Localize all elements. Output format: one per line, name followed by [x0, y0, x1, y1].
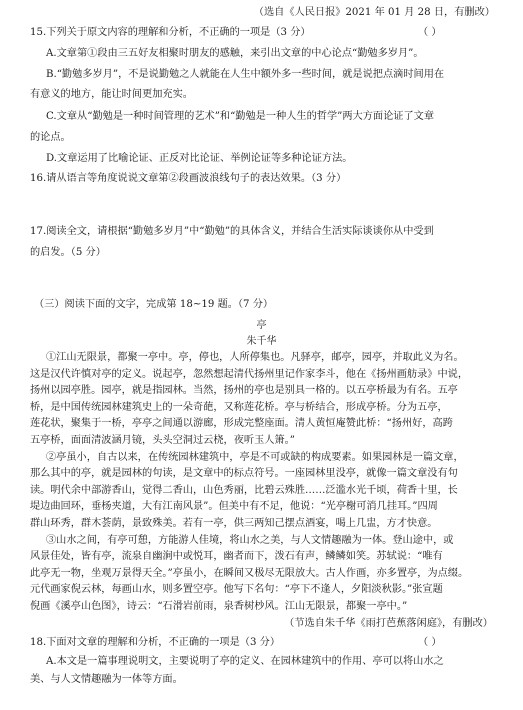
- essay-line: 此亭无一物，坐观万景得天全。”亭虽小，在瞬间又极尽无限放大。古人作画，亦多置亭，为点缀。: [30, 567, 469, 579]
- essay-line: 五亭桥，面面清波涵月镜，头头空洞过云桡，夜听玉人箫。”: [30, 435, 295, 446]
- option-15-d: D.文章运用了比喻论证、正反对比论证、举例论证等多种论证方法。: [46, 153, 353, 164]
- question-18-stem: 18.下面对文章的理解和分析，不正确的一项是（3 分）: [30, 636, 281, 648]
- essay-author: 朱千华: [246, 336, 277, 347]
- option-15-b-line1: B.“勤勉多岁月”，不是说勤勉之人就能在人生中额外多一些时间，就是说把点滴时间用在: [46, 69, 445, 80]
- essay-title: 亭: [256, 320, 267, 331]
- essay-line: ②亭虽小，自古以来，在传统园林建筑中，亭是不可或缺的构成要素。如果园林是一篇文章，: [46, 451, 464, 463]
- essay-line: 扬州以园亭胜。园亭，就是指园林。当然，扬州的亭也是别具一格的。以五亭桥最为有名。五亭: [30, 385, 458, 397]
- question-16: 16.请从语言等角度说说文章第②段画波浪线句子的表达效果。（3 分）: [30, 173, 347, 184]
- answer-bracket-18: （ ）: [418, 636, 442, 648]
- essay-line: ①江山无限景，都聚一亭中。亭，停也，人所停集也。凡驿亭，邮亭，园亭，并取此义为名。: [46, 352, 464, 363]
- question-15-stem: 15.下列关于原文内容的理解和分析，不正确的一项是（3 分）: [30, 27, 311, 38]
- essay-line: 群山环秀，群木荟荫，景致殊美。若有一亭，供三两知己摆点酒宴，喝上几盅，方才快意。: [30, 518, 438, 529]
- option-15-c-line2: 的论点。: [30, 132, 71, 143]
- answer-bracket-15: （ ）: [418, 27, 442, 38]
- option-15-b-line2: 有意义的地方，能让时间更加充实。: [30, 89, 193, 100]
- option-15-c-line1: C.文章从“勤勉是一种时间管理的艺术”和“勤勉是一种人生的哲学”两大方面论证了文章: [46, 111, 435, 122]
- essay-line: 堤边曲回环，垂杨夹道，大有江南风景”。但美中有不足，他说：“光亭榭可消几挂耳。”四周: [30, 501, 438, 513]
- option-15-a: A.文章第①段由三五好友相聚时朋友的感触，来引出文章的中心论点“勤勉多岁月”。: [46, 48, 424, 59]
- essay-line: ③山水之间，有亭可憩，方能游人佳境，将山水之美，与人文情趣融为一体。登山途中，或: [46, 534, 454, 546]
- option-18-a-line2: 美、与人文情趣融为一体等方面。: [30, 673, 183, 685]
- essay-line: 那么其中的亭，就是园林的句读，是文章中的标点符号。一座园林里没亭，就像一篇文章没有句: [30, 468, 458, 480]
- essay-line: 这是汉代许慎对亭的定义。说起亭，忽然想起清代扬州里记作家李斗，他在《扬州画舫录》中说，: [30, 368, 469, 380]
- question-17-line1: 17.阅读全文，请根据“勤勉多岁月”中“勤勉”的具体含义，并结合生活实际谈谈你从中受到: [30, 226, 434, 237]
- essay-line: 莲花状，聚集于一桥，亭亭之间通以游廊，形成完整座面。清人黄恒庵赞此桥：“扬州好，高跨: [30, 418, 453, 430]
- essay-line: 元代画家倪云林，每画山水，则多置空亭。他写下名句：“亭下不逢人，夕阳淡秋影。”张宣题: [30, 584, 443, 596]
- question-17-line2: 的启发。（5 分）: [30, 247, 106, 258]
- option-18-a-line1: A.本文是一篇事理说明文，主要说明了亭的定义、在园林建筑中的作用、亭可以将山水之: [46, 655, 444, 667]
- essay-source: （节选自朱千华《雨打芭蕉落闲庭》，有删改）: [284, 617, 493, 629]
- essay-line: 读。明代余中部游香山，觉得二香山，山色秀丽，比碧云殊胜……泛滥水光千顷，荷香十里，长: [30, 484, 458, 496]
- source-citation: （选自《人民日报》2021 年 01 月 28 日，有删改）: [253, 7, 495, 18]
- essay-line: 桥，是中国传统园林建筑史上的一朵奇葩，又称莲花桥。亭与桥结合，形成亭桥。分为五亭，: [30, 401, 448, 413]
- section-3-heading: （三）阅读下面的文字，完成第 18~19 题。（7 分）: [34, 299, 274, 310]
- essay-line: 风景佳处，皆有亭，流泉自幽涧中或悦耳，幽者而下，泼石有声，鳞鳞如笑。苏轼说：“唯有: [30, 551, 443, 563]
- essay-line: 倪画《溪亭山色图》，诗云：“石滑岩前雨，泉香树杪风。江山无限景，都聚一亭中。”: [30, 601, 408, 612]
